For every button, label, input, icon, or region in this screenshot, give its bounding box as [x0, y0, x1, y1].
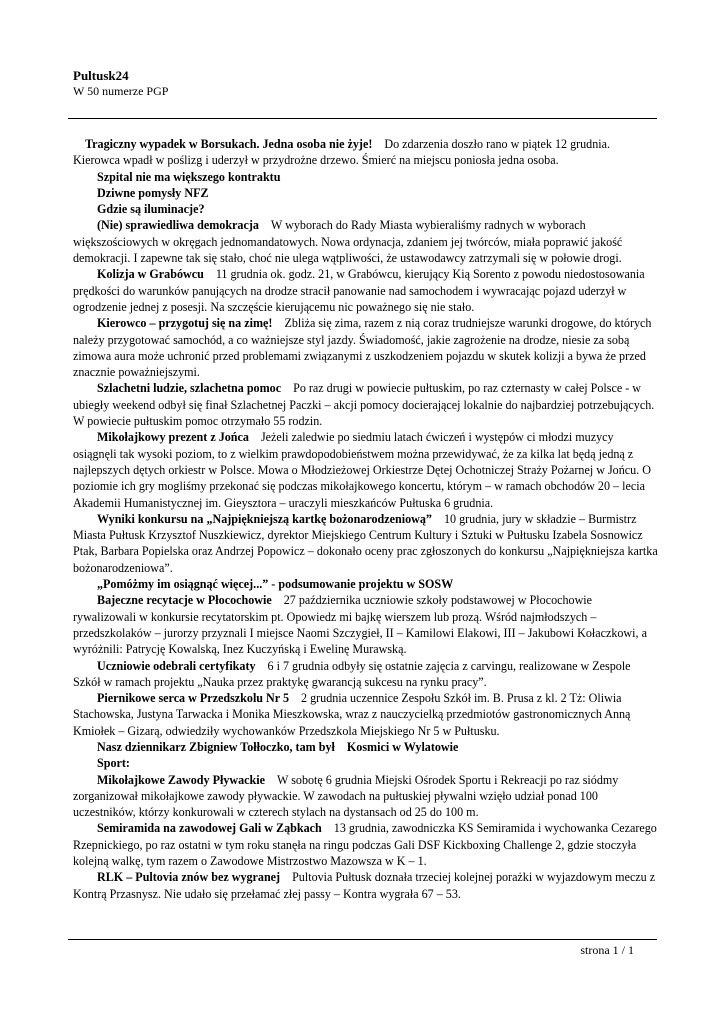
- article-entry: [73, 576, 658, 592]
- article-title: Kolizja w Grabówcu: [97, 267, 204, 282]
- article-title: Bajeczne recytacje w Płocochowie: [97, 593, 272, 608]
- article-entry: [73, 185, 658, 201]
- site-title: Pultusk24: [73, 68, 129, 83]
- article-entry: [73, 266, 658, 315]
- document-header: [73, 68, 663, 99]
- article-entry: [73, 217, 658, 266]
- article-entry: [73, 658, 658, 691]
- article-text: Do zdarzenia doszło rano w piątek 12 grudnia. Kierowca wpadł w poślizg i uderzył w przydrożne drzewo. Śmierć na miejscu poniosła jedna osoba.: [73, 137, 611, 168]
- article-entry: [73, 380, 658, 429]
- article-text: Po raz drugi w powiecie pułtuskim, po raz czternasty w całej Polsce - w ubiegły weekend odbył się finał Szlachetnej Paczki – akcji pomocy docierającej lokalnie do najbardziej potrzebujących. W powiecie pułtuskim pomoc otrzymało 55 rodzin.: [73, 381, 655, 429]
- article-entry: [73, 690, 658, 739]
- article-title: Mikołajkowe Zawody Pływackie: [97, 772, 265, 787]
- article-text: Jeżeli zaledwie po siedmiu latach ćwiczeń i występów ci młodzi muzycy osiągnęli tak wysoki poziom, to z wielkim prawdopodobieństwem można przewidywać, że za kilka lat będą jedną z najlepszych dętych orkiestr w Polsce. Mowa o Młodzieżowej Orkiestrze Dętej Ochotniczej Straży Pożarnej w Jońcu. O poziomie ich gry mogliśmy przekonać się podczas mikołajkowego koncertu, którym – w ramach obchodów 20 – lecia Akademii Humanistycznej im. Gieysztora – uraczyli mieszkańców Pułtuska 6 grudnia.: [73, 430, 651, 510]
- article-title-secondary: Kosmici w Wylatowie: [346, 739, 459, 754]
- page-number: strona 1 / 1: [580, 943, 634, 957]
- article-title: Szlachetni ludzie, szlachetna pomoc: [97, 381, 282, 396]
- article-title: Uczniowie odebrali certyfikaty: [97, 658, 256, 673]
- article-text: W wyborach do Rady Miasta wybieraliśmy radnych w wyborach większościowych w okręgach jednomandatowych. Nowa ordynacja, zdaniem jej twórców, miała poprawić jakość demokracji. I zapewne tak się stało, choć nie ulega wątpliwości, że ustawodawcy zatrzymali się w połowie drogi.: [73, 218, 623, 266]
- article-title: (Nie) sprawiedliwa demokracja: [97, 218, 259, 233]
- article-entry: [73, 820, 658, 869]
- article-title: „Pomóżmy im osiągnąć więcej...” - podsumowanie projektu w SOSW: [97, 577, 454, 592]
- article-text: Pultovia Pułtusk doznała trzeciej kolejnej porażki w wyjazdowym meczu z Kontrą Przasnysz. Nie udało się przełamać złej passy – Kontra wygrała 67 – 53.: [73, 870, 656, 901]
- section-heading-sport: Sport:: [97, 756, 130, 771]
- article-title: RLK – Pultovia znów bez wygranej: [97, 870, 281, 885]
- article-entry: [73, 201, 658, 217]
- article-text: Zbliża się zima, razem z nią coraz trudniejsze warunki drogowe, do których należy przygotować samochód, a co ważniejsze styl jazdy. Świadomość, jakie zagrożenie na drodze, niesie za sobą zimowa aura może uchronić przed problemami związanymi z uszkodzeniem pojazdu w skutek kolizji a bywa że przed znacznie poważniejszymi.: [73, 316, 652, 380]
- article-text: 13 grudnia, zawodniczka KS Semiramida i wychowanka Cezarego Rzepnickiego, po raz ostatni w tym roku stanęła na ringu podczas Gali DSF Kickboxing Challenge 2, gdzie stoczyła kolejną walkę, tym razem o Zawodowe Mistrzostwo Mazowsza w K – 1.: [73, 821, 657, 869]
- article-list: [73, 136, 658, 902]
- article-text: W sobotę 6 grudnia Miejski Ośrodek Sportu i Rekreacji po raz siódmy zorganizował mikołajkowe zawody pływackie. W zawodach na pułtuskiej pływalni wzięło udział ponad 100 uczestników, którzy konkurowali w czterech stylach na dystansach od 25 do 100 m.: [73, 772, 619, 820]
- top-divider: [68, 118, 657, 119]
- article-entry: [73, 772, 658, 821]
- article-title: Gdzie są iluminacje?: [97, 202, 205, 217]
- article-title: Kierowco – przygotuj się na zimę!: [97, 316, 273, 331]
- article-text: 2 grudnia uczennice Zespołu Szkół im. B. Prusa z kl. 2 Tż: Oliwia Stachowska, Justyna Tarwacka i Monika Mieszkowska, wraz z nauczycielką przedmiotów gastronomicznych Anną Kmiołek – Gizarą, odwiedziły wychowanków Przedszkola Miejskiego Nr 5 w Pułtusku.: [73, 691, 631, 738]
- article-entry: [73, 136, 658, 169]
- bottom-divider: [68, 939, 657, 940]
- article-title: Dziwne pomysły NFZ: [97, 185, 209, 200]
- article-entry: [73, 755, 658, 771]
- article-entry: [73, 511, 658, 576]
- article-text: 27 października uczniowie szkoły podstawowej w Płocochowie rywalizowali w konkursie recytatorskim pt. Opowiedz mi bajkę wierszem lub prozą. Wśród najmłodszych – przedszkolaków – jurorzy przyznali I miejsce Naomi Szczygieł, II – Kamilowi Elakowi, III – Jakubowi Kołaczkowi, a wyróżnili: Patrycję Kowalską, Inez Kuczyńską i Ewelinę Murawską.: [73, 593, 647, 657]
- issue-subtitle: W 50 numerze PGP: [73, 84, 169, 98]
- article-title: Piernikowe serca w Przedszkolu Nr 5: [97, 691, 290, 706]
- article-text: 11 grudnia ok. godz. 21, w Grabówcu, kierujący Kią Sorento z powodu niedostosowania prędkości do warunków panujących na drodze stracił panowanie nad samochodem i wywracając pojazd uderzył w ogrodzenie jednej z posesji. Na szczęście kierującemu nic poważnego się nie stało.: [73, 267, 645, 314]
- article-title: Nasz dziennikarz Zbigniew Tołłoczko, tam był: [97, 739, 335, 754]
- article-entry: [73, 429, 658, 510]
- article-text: 6 i 7 grudnia odbyły się ostatnie zajęcia z carvingu, realizowane w Zespole Szkół w ramach projektu „Nauka przez praktykę gwarancją sukcesu na rynku pracy”.: [73, 658, 631, 689]
- article-title: Mikołajkowy prezent z Jońca: [97, 430, 249, 445]
- article-entry: [73, 169, 658, 185]
- article-title: Semiramida na zawodowej Gali w Ząbkach: [97, 821, 322, 836]
- article-title: Tragiczny wypadek w Borsukach. Jedna osoba nie żyje!: [85, 137, 373, 151]
- article-title: Wyniki konkursu na „Najpiękniejszą kartkę bożonarodzeniową”: [97, 511, 432, 526]
- article-title: Szpital nie ma większego kontraktu: [97, 169, 281, 184]
- article-entry: [73, 315, 658, 380]
- article-entry: [73, 739, 658, 755]
- article-entry: [73, 869, 658, 902]
- article-entry: [73, 592, 658, 657]
- article-text: 10 grudnia, jury w składzie – Burmistrz Miasta Pułtusk Krzysztof Nuszkiewicz, dyrektor Miejskiego Centrum Kultury i Sztuki w Pułtusku Izabela Sosnowicz Ptak, Barbara Popielska oraz Andrzej Popowicz – dokonało oceny prac zgłoszonych do konkursu „Najpiękniejsza kartka bożonarodzeniowa”.: [73, 511, 658, 575]
